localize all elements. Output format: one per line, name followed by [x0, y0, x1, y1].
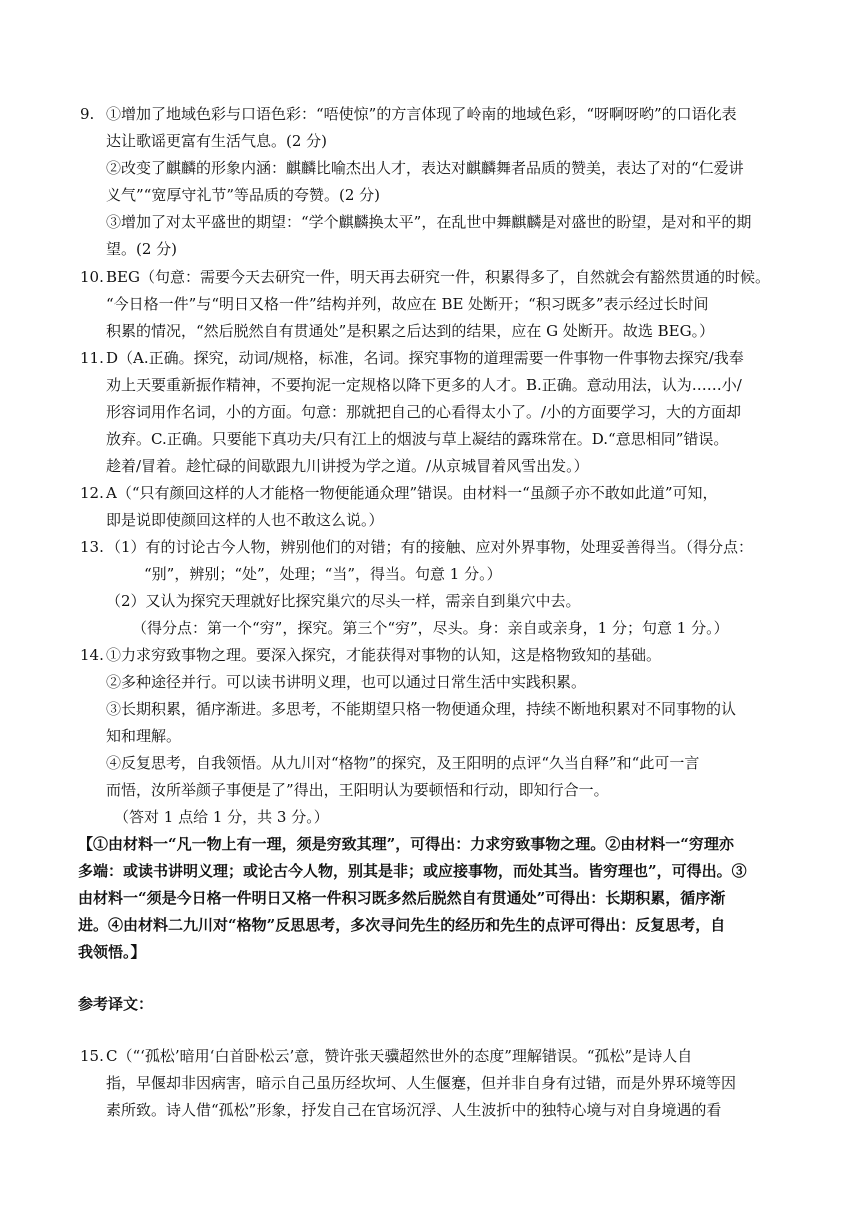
analysis-line: 由材料一“须是今日格一件明日又格一件积习既多然后脱然自有贯通处”可得出：长期积累，循序渐 [78, 889, 726, 907]
answer-line: ①增加了地域色彩与口语色彩：“唔使惊”的方言体现了岭南的地域色彩，“呀啊呀哟”的口语化表 [106, 105, 737, 123]
analysis-line: 多端：或读书讲明义理；或论古今人物，别其是非；或应接事物，而处其当。皆穷理也”，可得出。③ [78, 862, 747, 880]
answer-line: 达让歌谣更富有生活气息。(2 分) [106, 132, 328, 150]
answer-line: ②改变了麒麟的形象内涵：麒麟比喻杰出人才，表达对麒麟舞者品质的赞美，表达了对的“仁爱讲 [106, 159, 744, 177]
answer-line: 积累的情况，“然后脱然自有贯通处”是积累之后达到的结果，应在 G 处断开。故选 BEG。） [106, 322, 715, 340]
question-number: 13. [80, 538, 104, 556]
analysis-line: 我领悟。】 [78, 943, 146, 961]
answer-line: （得分点：第一个“穷”，探究。第三个“穷”，尽头。身：亲自或亲身，1 分；句意 1 分。） [132, 619, 729, 637]
answer-line: （2）又认为探究天理就好比探究巢穴的尽头一样，需亲自到巢穴中去。 [106, 592, 581, 610]
answer-line: 形容词用作名词，小的方面。句意：那就把自己的心看得太小了。/小的方面要学习，大的方面却 [106, 403, 742, 421]
analysis-line: 【①由材料一“凡一物上有一理，须是穷致其理”，可得出：力求穷致事物之理。②由材料一“穷理亦 [78, 835, 734, 853]
answer-line: 望。(2 分) [106, 240, 178, 258]
answer-line: ④反复思考，自我领悟。从九川对“格物”的探究，及王阳明的点评“久当自释”和“此可一言 [106, 754, 700, 772]
analysis-line: 进。④由材料二九川对“格物”反思思考，多次寻问先生的经历和先生的点评可得出：反复思考，自 [78, 916, 726, 934]
question-number: 11. [80, 349, 104, 367]
answer-line: C（“‘孤松’暗用‘白首卧松云’意，赞许张天骥超然世外的态度”理解错误。“孤松”是诗人自 [106, 1047, 693, 1065]
question-number: 9. [80, 105, 95, 123]
answer-line: 知和理解。 [106, 727, 182, 745]
answer-line: 放弃。C.正确。只要能下真功夫/只有江上的烟波与草上凝结的露珠常在。D.“意思相同”错误。 [106, 430, 729, 448]
question-number: 12. [80, 484, 104, 502]
question-number: 10. [80, 268, 104, 286]
answer-line: 趁着/冒着。趁忙碌的间歇跟九川讲授为学之道。/从京城冒着风雪出发。） [106, 457, 589, 475]
answer-line: 指，早偃却非因病害，暗示自己虽历经坎坷、人生偃蹇，但并非自身有过错，而是外界环境等因 [106, 1074, 737, 1092]
answer-line: 劝上天要重新振作精神，不要拘泥一定规格以降下更多的人才。B.正确。意动用法，认为……小/ [106, 376, 742, 394]
answer-line: “今日格一件”与“明日又格一件”结构并列，故应在 BE 处断开；“积习既多”表示经过长时间 [106, 295, 709, 313]
answer-line: ③增加了对太平盛世的期望：“学个麒麟换太平”，在乱世中舞麒麟是对盛世的盼望，是对和平的期 [106, 213, 752, 231]
answer-line: BEG（句意：需要今天去研究一件，明天再去研究一件，积累得多了，自然就会有豁然贯通的时候。 [106, 268, 770, 286]
answer-line: 即是说即使颜回这样的人也不敢这么说。） [106, 511, 384, 529]
answer-line: “别”，辨别；“处”，处理；“当”，得当。句意 1 分。） [144, 565, 502, 583]
answer-line: ③长期积累，循序渐进。多思考，不能期望只格一物便通众理，持续不断地积累对不同事物的认 [106, 700, 737, 718]
answer-line: A（“只有颜回这样的人才能格一物便能通众理”错误。由材料一“虽颜子亦不敢如此道”可知， [106, 484, 718, 502]
translation-heading: 参考译文： [78, 995, 154, 1013]
answer-line: ②多种途径并行。可以读书讲明义理，也可以通过日常生活中实践积累。 [106, 673, 587, 691]
question-number: 14. [80, 646, 104, 664]
answer-line: 而悟，汝所举颜子事便是了”得出，王阳明认为要顿悟和行动，即知行合一。 [106, 781, 609, 799]
answer-line: （答对 1 点给 1 分，共 3 分。） [114, 808, 329, 826]
answer-line: D（A.正确。探究，动词/规格，标准，名词。探究事物的道理需要一件事物一件事物去探究/我奉 [106, 349, 744, 367]
answer-line: 义气”“宽厚守礼节”等品质的夸赞。(2 分) [106, 186, 381, 204]
answer-line: 素所致。诗人借“孤松”形象，抒发自己在官场沉浮、人生波折中的独特心境与对自身境遇的看 [106, 1101, 722, 1119]
answer-line: （1）有的讨论古今人物，辨别他们的对错；有的接触、应对外界事物，处理妥善得当。（得分点： [106, 538, 754, 556]
answer-line: ①力求穷致事物之理。要深入探究，才能获得对事物的认知，这是格物致知的基础。 [106, 646, 662, 664]
question-number: 15. [80, 1047, 104, 1065]
